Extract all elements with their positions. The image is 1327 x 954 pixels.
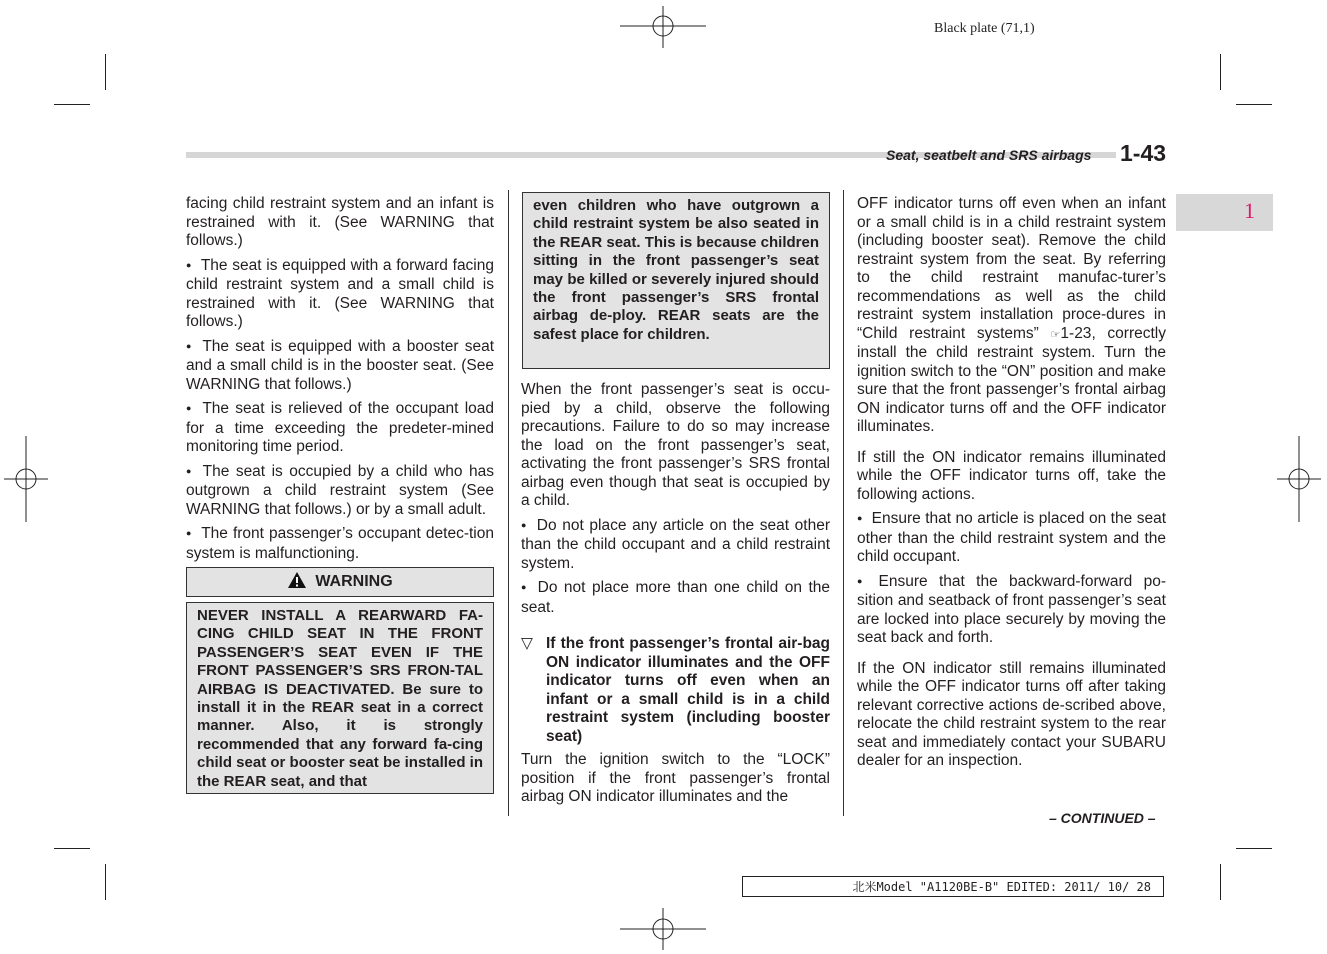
registration-mark-left	[4, 436, 48, 522]
bullet-item: ● Ensure that the backward-forward po-sition and seatback of front passenger’s seat are locked into place securely by moving the seat back and forth.	[857, 573, 1166, 648]
paragraph-text: , correctly install the child restraint system. Turn the ignition switch to the “ON” position and make sure that the front passenger’s frontal airbag ON indicator turns off and the OFF indicator illuminates.	[857, 324, 1166, 435]
registration-mark-top	[620, 4, 706, 48]
footer-edit-stamp: 北米Model "A1120BE-B" EDITED: 2011/ 10/ 28	[742, 876, 1164, 897]
page-ref: 1-23	[1060, 324, 1092, 342]
section-title: Seat, seatbelt and SRS airbags	[886, 147, 1092, 163]
triangle-marker-icon: ▽	[521, 635, 533, 652]
column-3	[857, 195, 1166, 777]
column-1	[186, 195, 494, 569]
column-divider	[508, 190, 509, 816]
warning-box-1: NEVER INSTALL A REARWARD FA-CING CHILD SEAT IN THE FRONT PASSENGER’S SEAT EVEN IF THE FRONT PASSENGER’S SRS FRON-TAL AIRBAG IS DEACTIVATED. Be sure to install it in the REAR seat in a correct manner. Also, it is strongly recommended that any forward fa-cing child seat or booster seat be installed in the REAR seat, and that	[186, 602, 494, 794]
paragraph	[857, 195, 1166, 437]
bullet-item: ● Do not place more than one child on the seat.	[521, 579, 830, 617]
subheading	[521, 635, 830, 746]
paragraph-text: OFF indicator turns off even when an infant or a small child is in a child restraint system (including booster seat). Remove the child restraint system from the seat. By referring to the child restraint manufac-turer’s recommendations as well as the child restraint system installation proce-dures in “Child restraint systems”	[857, 195, 1166, 342]
column-2	[521, 381, 830, 813]
paragraph: If still the ON indicator remains illuminated while the OFF indicator turns off, take the following actions.	[857, 448, 1166, 503]
chapter-tab-number: 1	[1244, 198, 1255, 223]
bullet-item: ● The seat is relieved of the occupant load for a time exceeding the predeter-mined monitoring time period.	[186, 400, 494, 457]
bullet-item: ● Do not place any article on the seat other than the child occupant and a child restraint system.	[521, 517, 830, 574]
page-number: 1-43	[1120, 140, 1167, 166]
paragraph: Turn the ignition switch to the “LOCK” position if the front passenger’s frontal airbag ON indicator illuminates and the	[521, 751, 830, 805]
bullet-item: ● The seat is occupied by a child who has outgrown a child restraint system (See WARNING that follows.) or by a small adult.	[186, 463, 494, 520]
page-ref-icon: ☞	[1050, 328, 1061, 341]
warning-header	[186, 567, 494, 597]
continued-label: – CONTINUED –	[1049, 810, 1156, 826]
paragraph: If the ON indicator still remains illuminated while the OFF indicator turns off after taking relevant corrective actions de-scribed above, relocate the child restraint system to the rear seat and immediately contact your SUBARU dealer for an inspection.	[857, 659, 1166, 769]
bullet-item: ● The front passenger’s occupant detec-tion system is malfunctioning.	[186, 525, 494, 563]
bullet-item: ● The seat is equipped with a forward facing child restraint system and a small child is restrained with it. (See WARNING that follows.)	[186, 257, 494, 332]
bullet-item: ● The seat is equipped with a booster seat and a small child is in the booster seat. (See WARNING that follows.)	[186, 338, 494, 395]
bullet-item: ● Ensure that no article is placed on the seat other than the child restraint system and the child occupant.	[857, 510, 1166, 567]
registration-mark-right	[1277, 436, 1321, 522]
registration-mark-bottom	[620, 908, 706, 952]
chapter-tab	[1176, 194, 1273, 231]
column-divider	[843, 190, 844, 816]
subheading-text: If the front passenger’s frontal air-bag ON indicator illuminates and the OFF indicator turns off even when an infant or a small child is in a child restraint system (including booster seat)	[546, 635, 830, 745]
plate-label: Black plate (71,1)	[934, 21, 1035, 36]
paragraph: When the front passenger’s seat is occu-pied by a child, observe the following precautions. Failure to do so may increase the load on the front passenger’s seat, activating the front passenger’s SRS frontal airbag even though that seat is occupied by a child.	[521, 381, 830, 509]
warning-triangle-icon	[287, 571, 307, 589]
warning-label: WARNING	[315, 573, 393, 590]
warning-box-2: even children who have outgrown a child restraint system be also seated in the REAR seat. This is because children sitting in the front passenger’s seat may be killed or severely injured should the front passenger’s SRS frontal airbag de-ploy. REAR seats are the safest place for children.	[522, 192, 830, 369]
paragraph: facing child restraint system and an infant is restrained with it. (See WARNING that follows.)	[186, 195, 494, 249]
